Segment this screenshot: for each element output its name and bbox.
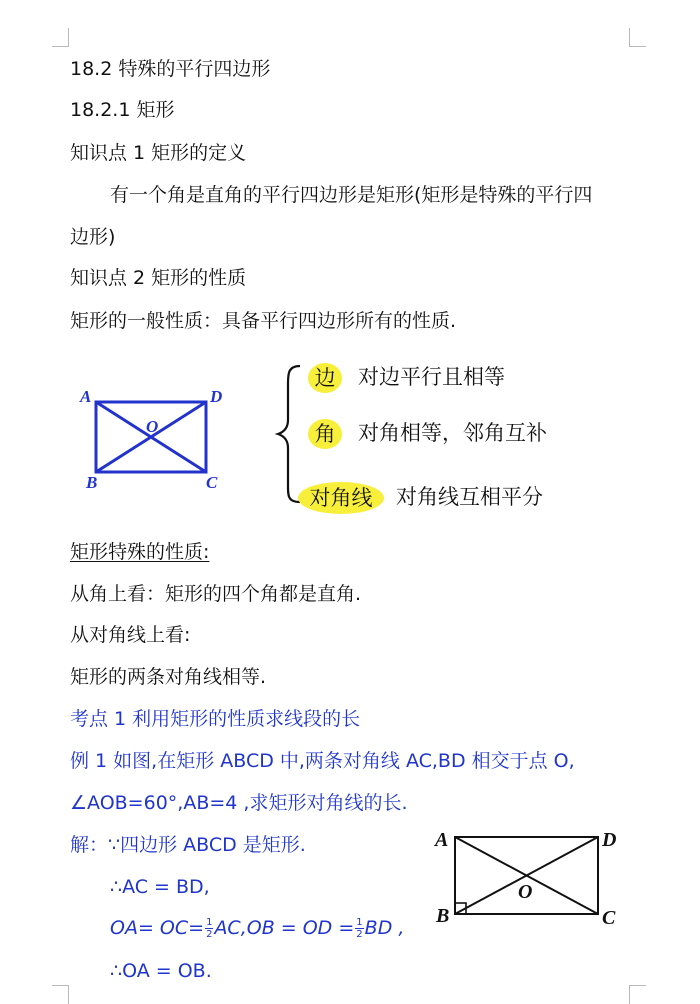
rectangle-diagram <box>74 382 234 492</box>
diagonal-equal-line: 矩形的两条对角线相等. <box>70 666 267 688</box>
example-rectangle-diagram <box>430 824 630 936</box>
vertex-label-b: B <box>86 473 98 492</box>
definition-text-line-2: 边形) <box>70 226 116 248</box>
knowledge-point-2-title: 知识点 2 矩形的性质 <box>70 267 247 289</box>
example-line-2: ∠AOB=60°,AB=4 ,求矩形对角线的长. <box>70 792 408 814</box>
fraction-one-half: $\frac{1}{2}$ <box>356 917 363 940</box>
fraction-one-half: $\frac{1}{2}$ <box>206 917 213 940</box>
page-corner-mark <box>629 28 646 47</box>
page-corner-mark <box>52 28 69 47</box>
side-tag: 边 <box>308 363 342 393</box>
solution-step-1: ∵四边形 ABCD 是矩形. <box>108 834 306 856</box>
exam-point-title: 考点 1 利用矩形的性质求线段的长 <box>70 708 361 730</box>
solution-prefix: 解： <box>70 834 109 856</box>
solution-line-2: ∴AC = BD, <box>110 876 210 898</box>
definition-text-line-1: 有一个角是直角的平行四边形是矩形(矩形是特殊的平行四 <box>110 184 593 206</box>
angle-tag: 角 <box>308 419 342 449</box>
special-property-title: 矩形特殊的性质: <box>70 541 210 563</box>
vertex-label-c: C <box>602 907 616 929</box>
center-label-o: O <box>146 417 159 436</box>
general-property-text: 矩形的一般性质：具备平行四边形所有的性质. <box>70 310 457 332</box>
vertex-label-d: D <box>210 387 223 406</box>
curly-brace <box>272 362 312 507</box>
vertex-label-c: C <box>206 473 218 492</box>
solution-line-4: ∴OA = OB. <box>110 960 212 982</box>
side-property-text: 对边平行且相等 <box>358 365 505 389</box>
section-title: 18.2 特殊的平行四边形 <box>70 58 271 80</box>
diagonal-view-line: 从对角线上看: <box>70 624 191 646</box>
diagonal-property-text: 对角线互相平分 <box>396 485 543 509</box>
page-corner-mark <box>52 985 69 1004</box>
vertex-label-d: D <box>602 829 617 851</box>
knowledge-point-1-title: 知识点 1 矩形的定义 <box>70 142 247 164</box>
vertex-label-b: B <box>436 905 450 927</box>
subsection-title: 18.2.1 矩形 <box>70 99 175 121</box>
angle-property-line: 从角上看：矩形的四个角都是直角. <box>70 583 362 605</box>
example-line-1: 例 1 如图,在矩形 ABCD 中,两条对角线 AC,BD 相交于点 O, <box>70 750 575 772</box>
vertex-label-a: A <box>80 387 92 406</box>
page-corner-mark <box>629 985 646 1004</box>
angle-property-text: 对角相等，邻角互补 <box>358 421 547 445</box>
diagonal-tag: 对角线 <box>298 482 384 514</box>
center-label-o: O <box>518 881 533 903</box>
solution-line-3: OA= OC= $\frac{1}{2}$ AC,OB = OD = $\frac{1}{2}$ BD , <box>110 917 405 940</box>
solution-line-1 <box>70 833 306 857</box>
vertex-label-a: A <box>435 829 449 851</box>
